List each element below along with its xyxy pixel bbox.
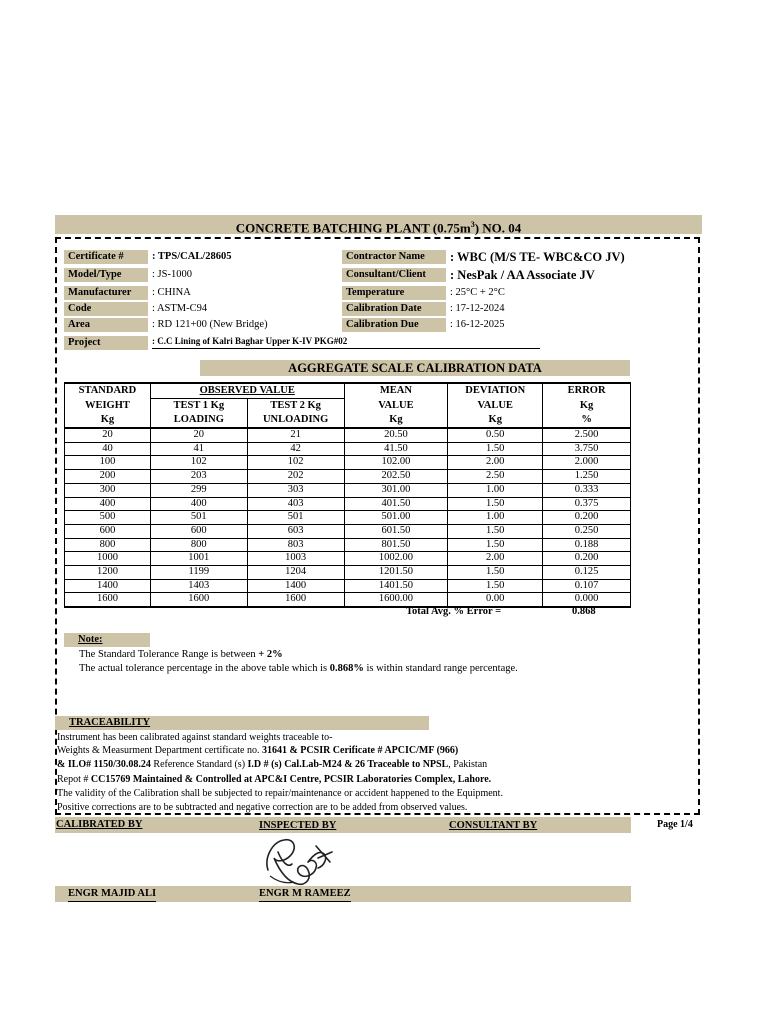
- cell: 1204: [247, 566, 344, 580]
- note-text: The actual tolerance percentage in the above table which is: [79, 663, 330, 674]
- cell: 0.200: [543, 552, 631, 566]
- cell: 0.107: [543, 579, 631, 593]
- table-row: [65, 442, 631, 456]
- table-row: [65, 511, 631, 525]
- consultant-label: Consultant/Client: [342, 268, 446, 282]
- header-standard: STANDARD: [65, 383, 151, 399]
- table-row: [65, 593, 631, 607]
- cell: 501: [150, 511, 247, 525]
- cell: 20: [65, 428, 151, 442]
- cell: 202: [247, 470, 344, 484]
- note-text: The Standard Tolerance Range is between: [79, 649, 259, 660]
- cell: 1401.50: [344, 579, 448, 593]
- table-row: [65, 538, 631, 552]
- cell: 21: [247, 428, 344, 442]
- cell: 303: [247, 483, 344, 497]
- cell: 1600: [150, 593, 247, 607]
- cell: 1.50: [448, 579, 543, 593]
- page-number: Page 1/4: [657, 819, 693, 830]
- cell: 0.333: [543, 483, 631, 497]
- cell: 803: [247, 538, 344, 552]
- cell: 202.50: [344, 470, 448, 484]
- note-text: is within standard range percentage.: [363, 663, 518, 674]
- note-heading: Note:: [64, 633, 150, 647]
- cell: 1.50: [448, 442, 543, 456]
- certificate-label: Certificate #: [64, 250, 148, 264]
- cell: 0.200: [543, 511, 631, 525]
- calibrated-by-label: CALIBRATED BY: [56, 819, 143, 830]
- cell: 41.50: [344, 442, 448, 456]
- header-dev-value: VALUE: [448, 399, 543, 414]
- header-mean-kg: Kg: [344, 413, 448, 428]
- note-line-1: [79, 649, 283, 660]
- table-row: [65, 552, 631, 566]
- trace-text: Weights & Measurment Department certificate no.: [57, 745, 262, 756]
- cell: 600: [150, 524, 247, 538]
- trace-line-5: The validity of the Calibration shall be subjected to repair/maintenance or accident happened to the Equipment.: [57, 788, 503, 799]
- header-observed: OBSERVED VALUE: [150, 383, 344, 399]
- header-dev-kg: Kg: [448, 413, 543, 428]
- table-row: [65, 579, 631, 593]
- note-tolerance: + 2%: [258, 649, 283, 660]
- cell: 2.000: [543, 456, 631, 470]
- calibrator-name: ENGR MAJID ALI: [68, 886, 156, 902]
- cell: 300: [65, 483, 151, 497]
- consultant-by-label: CONSULTANT BY: [449, 820, 538, 831]
- certificate-value: : TPS/CAL/28605: [152, 251, 232, 262]
- trace-ilo: & ILO# 1150/30.08.24: [57, 759, 151, 770]
- table-row: [65, 566, 631, 580]
- trace-ref: I.D # (s) Cal.Lab-M24 & 26 Traceable to NPSL: [247, 759, 449, 770]
- cell: 601.50: [344, 524, 448, 538]
- cell: 1600: [65, 593, 151, 607]
- cell: 102: [150, 456, 247, 470]
- cell: 0.00: [448, 593, 543, 607]
- cell: 41: [150, 442, 247, 456]
- header-test2: TEST 2 Kg: [247, 399, 344, 414]
- note-line-2: [79, 663, 518, 674]
- consultant-value: : NesPak / AA Associate JV: [450, 268, 595, 282]
- cell: 20: [150, 428, 247, 442]
- cell: 1400: [65, 579, 151, 593]
- cell: 1003: [247, 552, 344, 566]
- area-value: : RD 121+00 (New Bridge): [152, 319, 268, 330]
- cell: 0.50: [448, 428, 543, 442]
- project-value: : C.C Lining of Kalri Baghar Upper K-IV PKG#02: [152, 334, 540, 349]
- table-row: [65, 483, 631, 497]
- model-value: : JS-1000: [152, 269, 192, 280]
- calibration-table: [64, 382, 631, 608]
- cell: 1.00: [448, 511, 543, 525]
- calibration-due-value: : 16-12-2025: [450, 319, 505, 330]
- cell: 1600.00: [344, 593, 448, 607]
- cell: 42: [247, 442, 344, 456]
- cell: 0.000: [543, 593, 631, 607]
- cell: 0.250: [543, 524, 631, 538]
- header-weight: WEIGHT: [65, 399, 151, 414]
- cell: 1000: [65, 552, 151, 566]
- temperature-label: Temperature: [342, 286, 446, 300]
- trace-report: CC15769 Maintained & Controlled at APC&I Centre, PCSIR Laboratories Complex, Lahore.: [90, 774, 492, 785]
- cell: 2.00: [448, 456, 543, 470]
- header-error-kg: Kg: [543, 399, 631, 414]
- trace-line-2: [57, 745, 458, 756]
- cell: 800: [150, 538, 247, 552]
- code-label: Code: [64, 302, 148, 316]
- cell: 0.188: [543, 538, 631, 552]
- model-label: Model/Type: [64, 268, 148, 282]
- total-label: Total Avg. % Error =: [406, 606, 502, 617]
- traceability-heading: TRACEABILITY: [55, 716, 429, 730]
- project-label: Project: [64, 336, 148, 350]
- cell: 603: [247, 524, 344, 538]
- section-title: AGGREGATE SCALE CALIBRATION DATA: [200, 360, 630, 376]
- trace-line-6: Positive corrections are to be subtracted and negative correction are to be added from observed values.: [57, 802, 468, 813]
- manufacturer-value: : CHINA: [152, 287, 191, 298]
- cell: 400: [150, 497, 247, 511]
- trace-text: Repot #: [57, 774, 91, 785]
- cell: 1400: [247, 579, 344, 593]
- header-loading: LOADING: [150, 413, 247, 428]
- trace-text: , Pakistan: [448, 759, 488, 770]
- header-mean: MEAN: [344, 383, 448, 399]
- cell: 800: [65, 538, 151, 552]
- cell: 501.00: [344, 511, 448, 525]
- header-deviation: DEVIATION: [448, 383, 543, 399]
- table-row: [65, 428, 631, 442]
- table-row: [65, 497, 631, 511]
- code-value: : ASTM-C94: [152, 303, 208, 314]
- cell: 203: [150, 470, 247, 484]
- calibration-date-value: : 17-12-2024: [450, 303, 505, 314]
- cell: 2.00: [448, 552, 543, 566]
- cell: 1.00: [448, 483, 543, 497]
- cell: 401.50: [344, 497, 448, 511]
- cell: 1200: [65, 566, 151, 580]
- cell: 1199: [150, 566, 247, 580]
- area-label: Area: [64, 318, 148, 332]
- cell: 301.00: [344, 483, 448, 497]
- cell: 801.50: [344, 538, 448, 552]
- calibration-due-label: Calibration Due: [342, 318, 446, 332]
- trace-line-4: [57, 774, 491, 785]
- trace-line-3: [57, 759, 487, 770]
- cell: 403: [247, 497, 344, 511]
- header-unloading: UNLOADING: [247, 413, 344, 428]
- header-mean-value: VALUE: [344, 399, 448, 414]
- contractor-value: : WBC (M/S TE- WBC&CO JV): [450, 250, 625, 264]
- cell: 1.50: [448, 538, 543, 552]
- cell: 1.50: [448, 524, 543, 538]
- header-error-pct: %: [543, 413, 631, 428]
- inspector-name: ENGR M RAMEEZ: [259, 886, 351, 902]
- cell: 200: [65, 470, 151, 484]
- cell: 1403: [150, 579, 247, 593]
- cell: 102: [247, 456, 344, 470]
- cell: 299: [150, 483, 247, 497]
- cell: 1201.50: [344, 566, 448, 580]
- trace-text: Reference Standard (s): [150, 759, 248, 770]
- cell: 102.00: [344, 456, 448, 470]
- total-value: 0.868: [572, 606, 596, 617]
- header-kg: Kg: [65, 413, 151, 428]
- cell: 1002.00: [344, 552, 448, 566]
- cell: 1.50: [448, 566, 543, 580]
- header-error: ERROR: [543, 383, 631, 399]
- cell: 3.750: [543, 442, 631, 456]
- table-row: [65, 524, 631, 538]
- cell: 40: [65, 442, 151, 456]
- table-row: [65, 456, 631, 470]
- inspected-by-label: INSPECTED BY: [259, 820, 337, 831]
- temperature-value: : 25°C + 2°C: [450, 287, 505, 298]
- cell: 100: [65, 456, 151, 470]
- cell: 500: [65, 511, 151, 525]
- cell: 1.50: [448, 497, 543, 511]
- cell: 2.500: [543, 428, 631, 442]
- manufacturer-label: Manufacturer: [64, 286, 148, 300]
- calibration-date-label: Calibration Date: [342, 302, 446, 316]
- cell: 1.250: [543, 470, 631, 484]
- cell: 1600: [247, 593, 344, 607]
- trace-cert: 31641 & PCSIR Cerificate # APCIC/MF (966): [261, 745, 459, 756]
- trace-line-1: Instrument has been calibrated against standard weights traceable to-: [57, 732, 333, 743]
- cell: 20.50: [344, 428, 448, 442]
- note-actual: 0.868%: [329, 663, 364, 674]
- table-row: [65, 470, 631, 484]
- cell: 400: [65, 497, 151, 511]
- cell: 600: [65, 524, 151, 538]
- header-test1: TEST 1 Kg: [150, 399, 247, 414]
- contractor-label: Contractor Name: [342, 250, 446, 264]
- cell: 0.375: [543, 497, 631, 511]
- cell: 0.125: [543, 566, 631, 580]
- cell: 2.50: [448, 470, 543, 484]
- cell: 1001: [150, 552, 247, 566]
- document-title: CONCRETE BATCHING PLANT $(0.75m^3)$ NO. 04: [55, 215, 702, 234]
- cell: 501: [247, 511, 344, 525]
- signature-image: [258, 832, 338, 890]
